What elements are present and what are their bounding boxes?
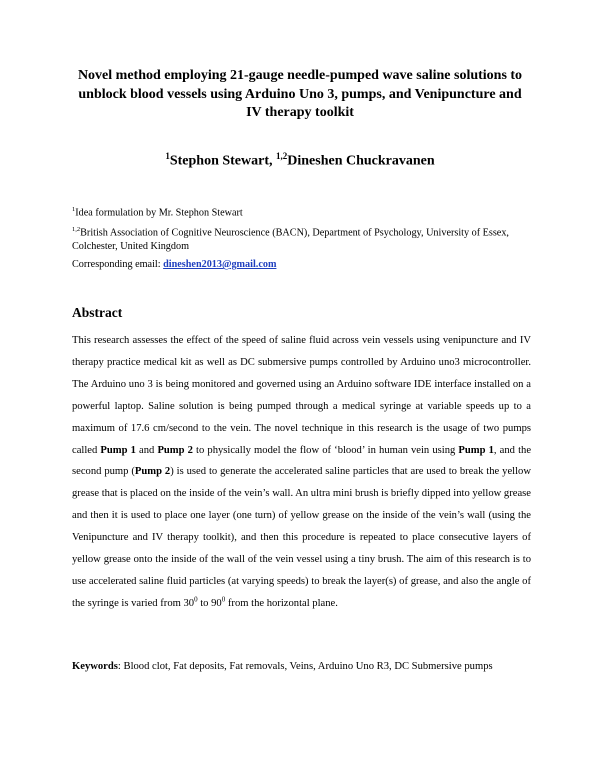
pump-1-term-repeat: Pump 1	[458, 444, 494, 456]
abstract-text-7: from the horizontal plane.	[225, 597, 338, 609]
abstract-text-1: This research assesses the effect of the speed of saline fluid across vein vessels using venipuncture and IV therapy practice medical kit as well as DC submersive pumps controlled by Arduino uno3 microcontroller. The Arduino uno 3 is being monitored and governed using an Arduino software IDE interface installed on a powerful laptop. Saline solution is being pumped through a medical syringe at variable speeds up to a maximum of 17.6 cm/second to the vein. The novel technique in this research is the usage of two pumps called	[72, 335, 531, 456]
affiliation-2-text: British Association of Cognitive Neuroscience (BACN), Department of Psychology, University of Essex, Colchester, United Kingdom	[72, 227, 509, 252]
abstract-text-6: to 90	[197, 597, 222, 609]
corresponding-email-link[interactable]: dineshen2013@gmail.com	[163, 259, 277, 270]
affiliation-2	[72, 223, 528, 253]
author-2-name: Dineshen Chuckravanen	[287, 153, 435, 169]
author-line	[0, 151, 600, 170]
abstract-text-4: , and the second pump (	[72, 444, 532, 478]
author-2-superscript: 1,2	[276, 151, 288, 161]
abstract-text-5: ) is used to generate the accelerated saline particles that are used to break the yellow grease that is placed on the inside of the vein’s wall. An ultra mini brush is briefly dipped into yellow grease and then it is used to place one layer (one turn) of yellow grease on the inside of the vein’s wall (using the Venipuncture and IV therapy toolkit), and then this procedure is repeated to place consecutive layers of yellow grease onto the inside of the wall of the vein vessel using a tiny brush. The aim of this research is to use accelerated saline fluid particles (at varying speeds) to break the layer(s) of grease, and also the angle of the syringe is varied from 30	[72, 466, 531, 609]
abstract-body	[72, 330, 531, 615]
affiliation-1	[72, 203, 528, 220]
author-1-superscript: 1	[165, 151, 170, 161]
abstract-heading: Abstract	[72, 305, 123, 320]
corresponding-email-label: Corresponding email:	[72, 259, 164, 270]
affiliation-1-text: Idea formulation by Mr. Stephon Stewart	[75, 207, 243, 219]
corresponding-email-line	[72, 258, 528, 272]
keywords-text: : Blood clot, Fat deposits, Fat removals, Veins, Arduino Uno R3, DC Submersive pumps	[117, 661, 493, 672]
author-1-name: Stephon Stewart,	[169, 153, 273, 169]
keywords-label: Keywords	[72, 661, 118, 672]
abstract-text-2: and	[135, 444, 158, 456]
degree-superscript-1: 0	[194, 595, 198, 604]
abstract-text-3: to physically model the flow of ‘blood’ in human vein using	[192, 444, 459, 456]
degree-superscript-2: 0	[221, 595, 226, 604]
pump-2-term-repeat: Pump 2	[134, 466, 171, 478]
affiliation-2-superscript: 1,2	[72, 226, 81, 233]
pump-1-term: Pump 1	[100, 444, 136, 456]
pump-2-term: Pump 2	[157, 444, 193, 456]
paper-title: Novel method employing 21-gauge needle-pumped wave saline solutions to unblock blood vessels using Arduino Uno 3, pumps, and Venipuncture and IV therapy toolkit	[77, 68, 523, 120]
keywords-line	[72, 657, 531, 676]
affiliation-1-superscript: 1	[72, 206, 76, 213]
